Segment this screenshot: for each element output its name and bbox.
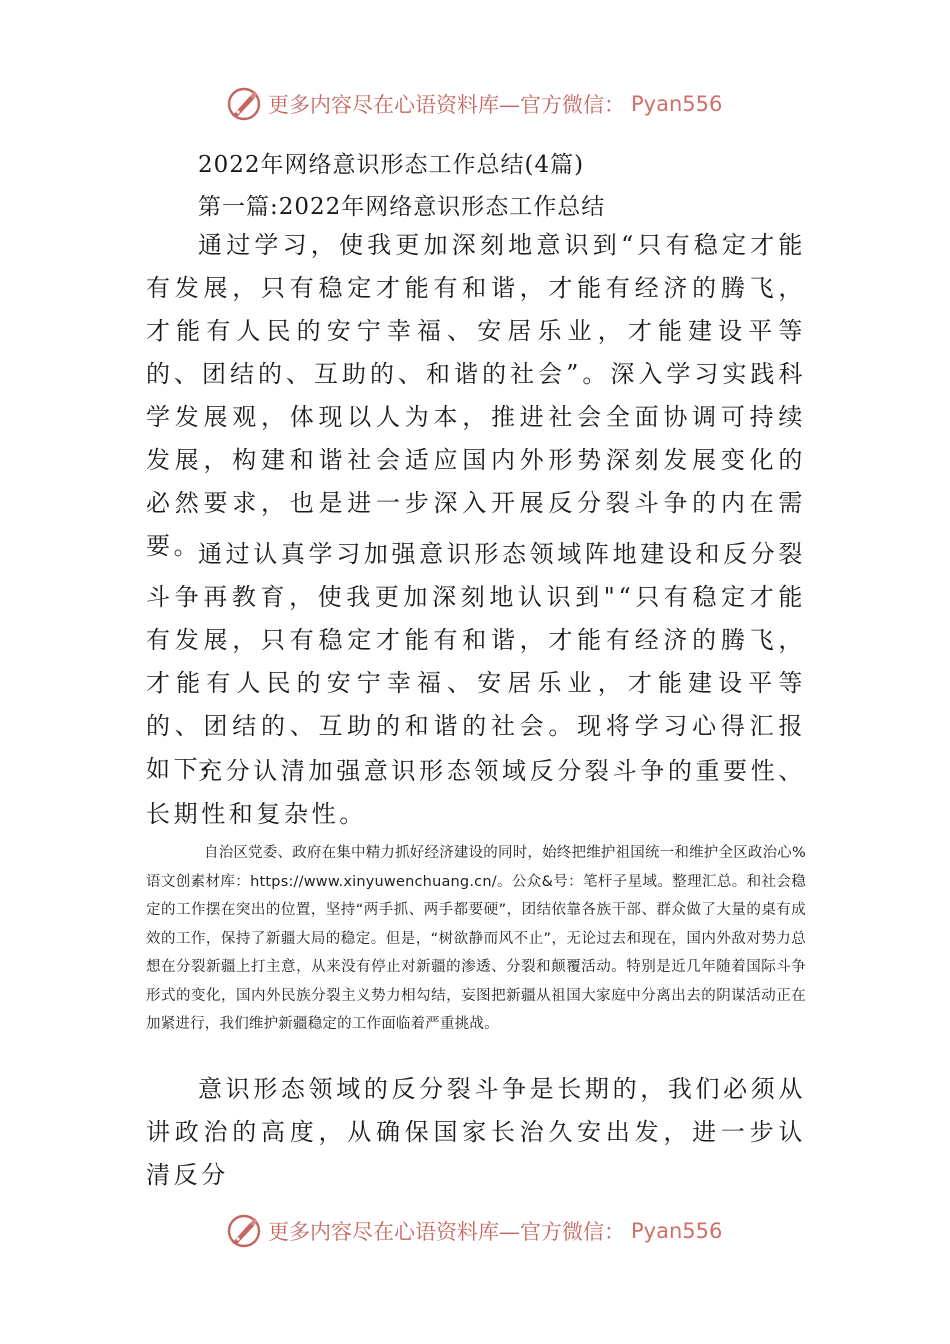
paragraph-small: 自治区党委、政府在集中精力抓好经济建设的同时，始终把维护祖国统一和维护全区政治心%语文创素材库：https://www.xinyuwenchuang.cn/。公众&号：笔杆子星域。整理汇总。和社会稳定的工作摆在突出的位置，坚持“两手抓、两手都要硬”，团结依靠各族干部、群众做了大量的桌有成效的工作，保持了新疆大局的稳定。但是，“树欲静而风不止”，无论过去和现在，国内外敌对势力总想在分裂新疆上打主意，从来没有停止对新疆的渗透、分裂和颠覆活动。特别是近几年随着国际斗争形式的变化，国内外民族分裂主义势力相勾结，妄图把新疆从祖国大家庭中分离出去的阴谋活动正在加紧进行，我们维护新疆稳定的工作面临着严重挑战。 [146,845,806,1032]
pen-nib-logo-icon [226,86,262,122]
document-subtitle: 第一篇:2022年网络意识形态工作总结 [198,194,606,220]
paragraph-3: 意识形态领域的反分裂斗争是长期的，我们必须从讲政治的高度，从确保国家长治久安出发，进一步认清反分 [146,1075,806,1189]
footer-watermark-banner [226,1211,786,1251]
pen-nib-logo-icon [226,1213,262,1249]
document-title: 2022年网络意识形态工作总结(4篇) [198,152,585,178]
banner-text: 更多内容尽在心语资料库—官方微信： [268,93,625,117]
paragraph-2: 通过认真学习加强意识形态领域阵地建设和反分裂斗争再教育，使我更加深刻地认识到"“只有稳定才能有发展，只有稳定才能有和谐，才能有经济的腾飞，才能有人民的安宁幸福、安居乐业，才能建设平等的、团结的、互助的和谐的社会。现将学习心得汇报如下: [146,540,806,783]
section-heading: 充分认清加强意识形态领域反分裂斗争的重要性、长期性和复杂性。 [146,757,806,828]
paragraph-1: 通过学习，使我更加深刻地意识到“只有稳定才能有发展，只有稳定才能有和谐，才能有经济的腾飞，才能有人民的安宁幸福、安居乐业，才能建设平等的、团结的、互助的、和谐的社会”。深入学习实践科学发展观，体现以人为本，推进社会全面协调可持续发展，构建和谐社会适应国内外形势深刻发展变化的必然要求，也是进一步深入开展反分裂斗争的内在需要。 [146,231,806,560]
banner-wechat-id: Pyan556 [631,1219,723,1243]
header-watermark-banner [226,84,786,124]
banner-wechat-id: Pyan556 [631,92,723,116]
banner-text: 更多内容尽在心语资料库—官方微信： [268,1220,625,1244]
